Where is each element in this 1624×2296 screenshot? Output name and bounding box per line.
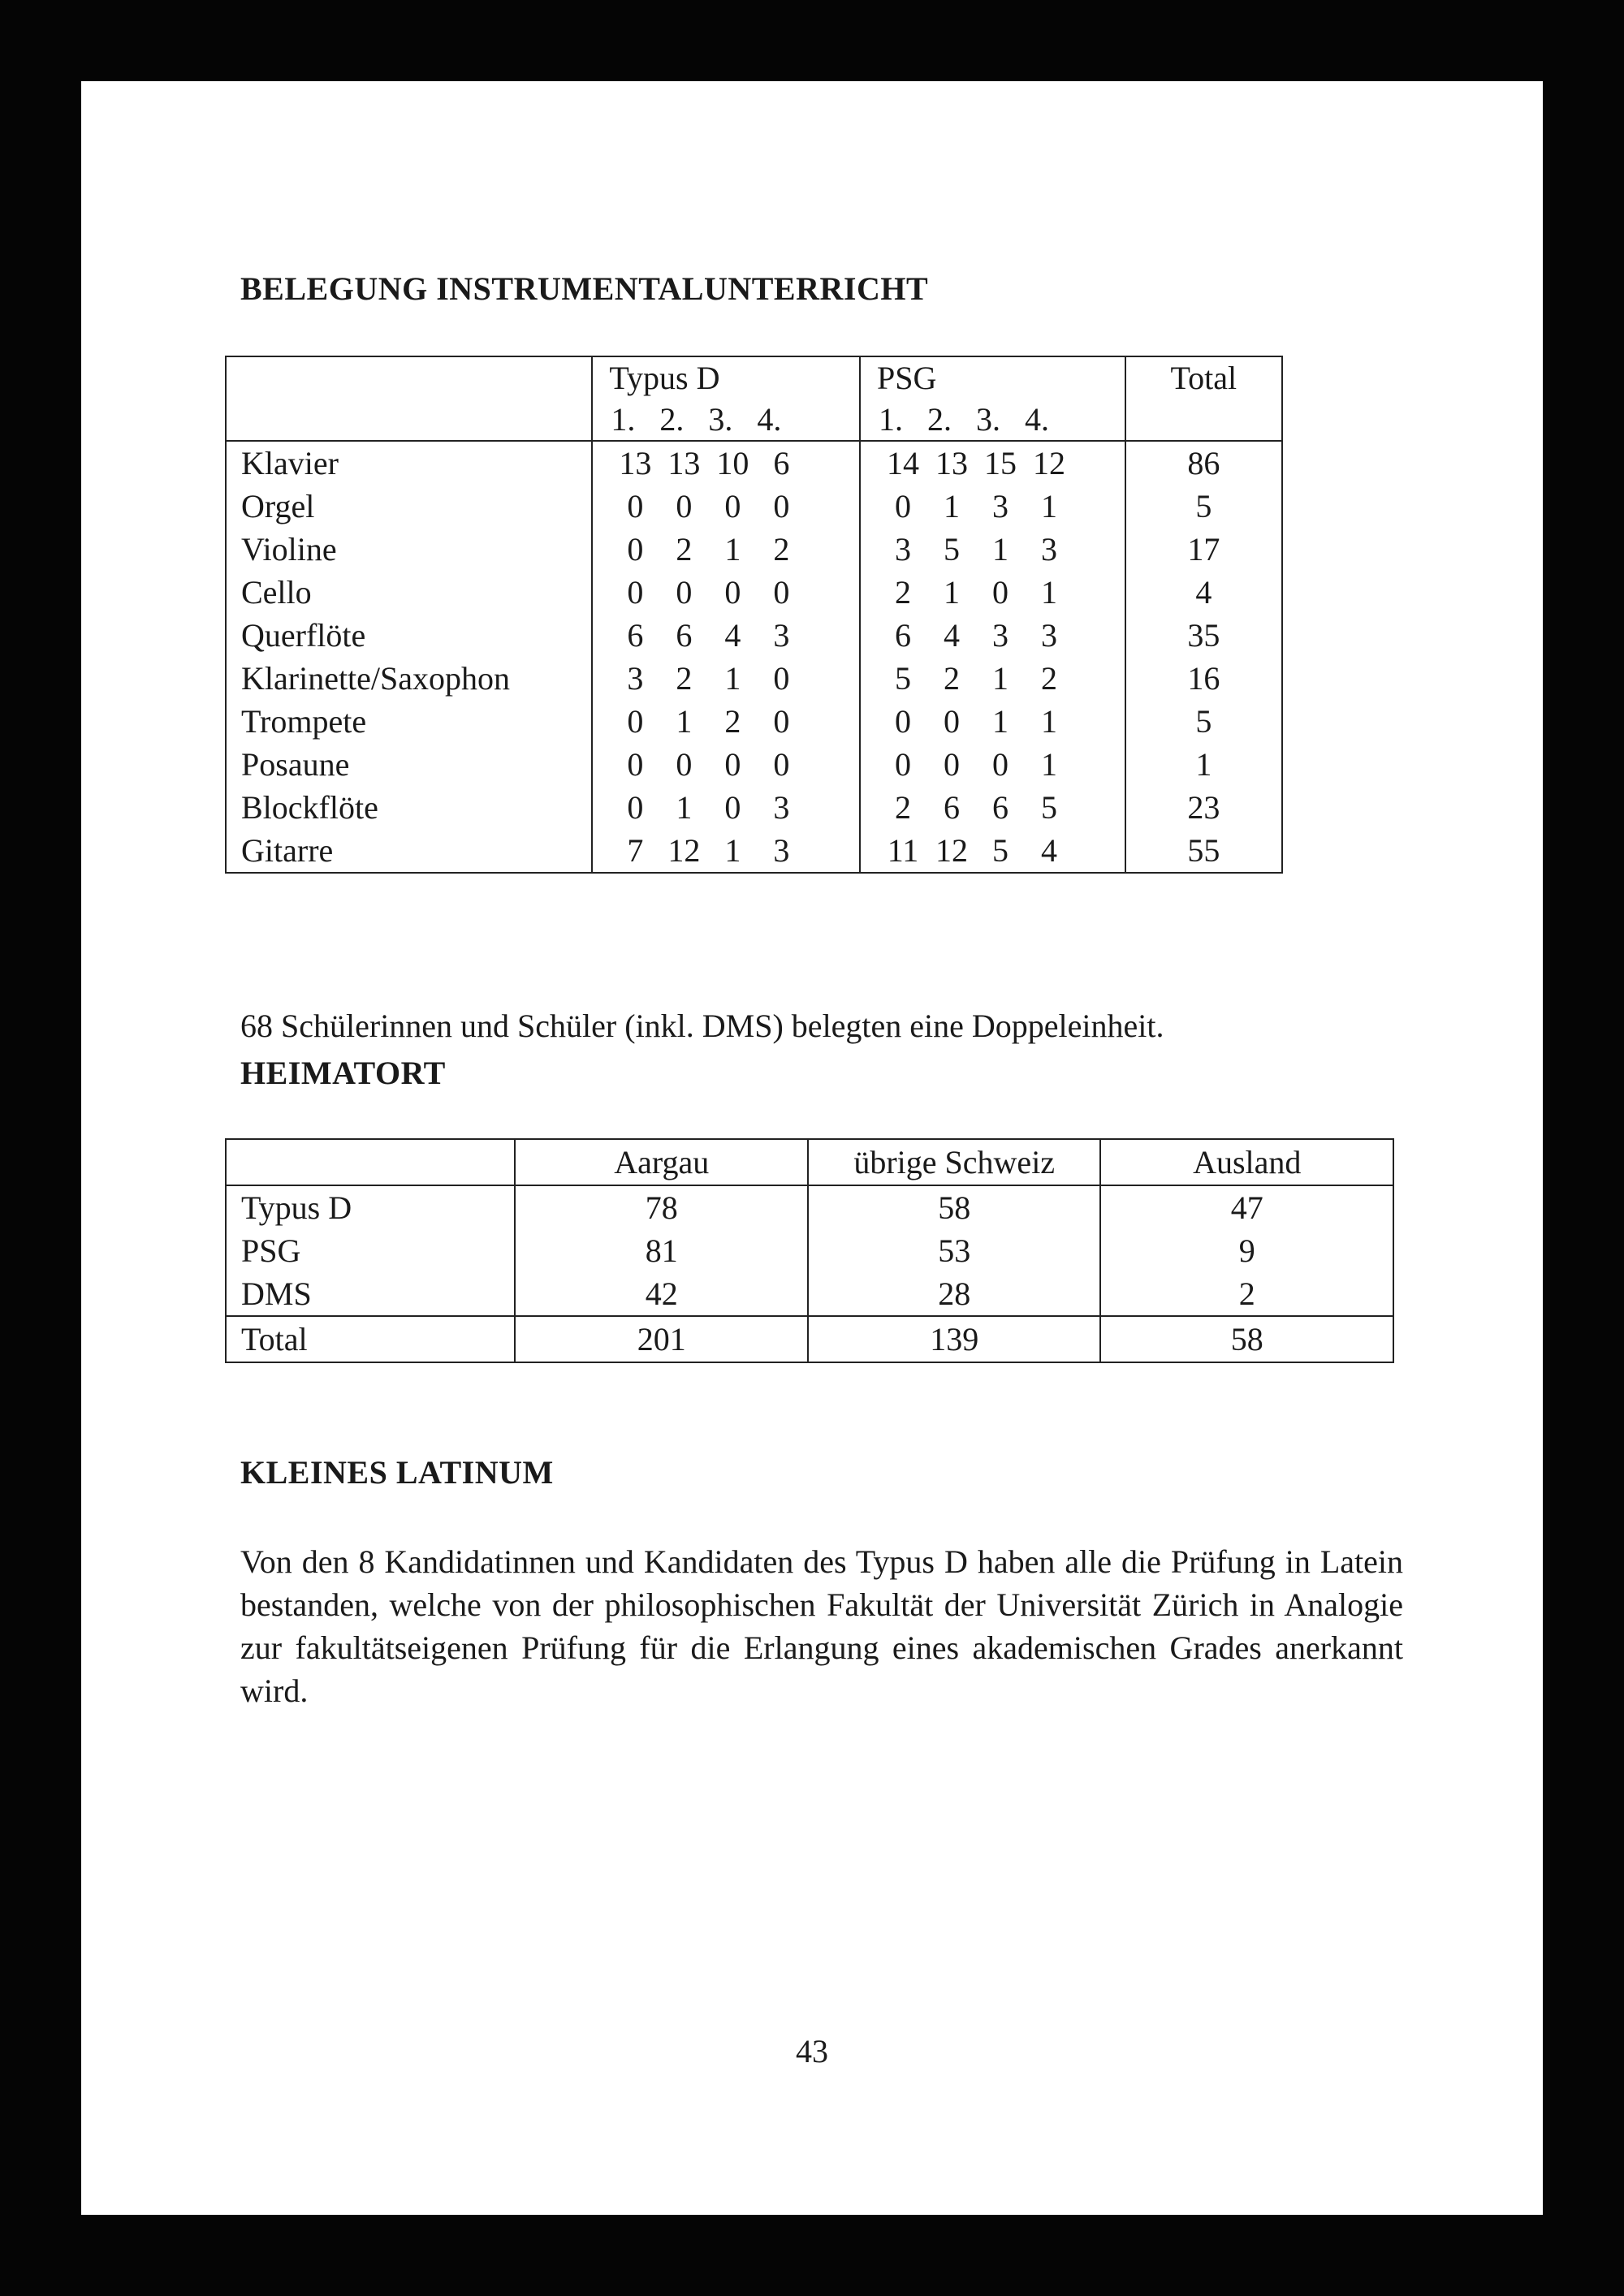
table-row: [226, 571, 1282, 614]
count-cell: 1: [944, 488, 961, 524]
instrument-name: Posaune: [241, 746, 350, 783]
count-cell: 0: [724, 488, 741, 524]
count-cell: 5: [895, 660, 912, 697]
instrument-table: [225, 356, 1283, 874]
count-cell: 0: [773, 488, 790, 524]
table-row: [226, 1272, 1393, 1316]
count-cell: 3: [992, 617, 1009, 654]
table-row: [226, 657, 1282, 700]
count-cell: 0: [724, 789, 741, 826]
count-cell: 2: [944, 660, 961, 697]
count-cell: 1: [1041, 703, 1058, 740]
count-cell: 0: [773, 660, 790, 697]
count-cell: 0: [676, 746, 693, 783]
count-cell: 1: [992, 660, 1009, 697]
count-cell: 6: [895, 617, 912, 654]
instrument-name: Klavier: [241, 445, 339, 481]
count-cell: 13: [935, 445, 969, 481]
count-cell: 0: [895, 488, 912, 524]
count-cell: 1: [676, 789, 693, 826]
value-cell: 2: [1100, 1272, 1393, 1316]
doppeleinheit-note: 68 Schülerinnen und Schüler (inkl. DMS) belegten eine Doppeleinheit.: [240, 1008, 1164, 1044]
instrument-name: Violine: [241, 531, 337, 568]
count-cell: 0: [676, 574, 693, 611]
value-cell: 81: [515, 1229, 807, 1272]
count-cell: 1: [724, 660, 741, 697]
count-cell: 12: [935, 832, 969, 869]
count-cell: 2: [724, 703, 741, 740]
value-cell: 9: [1100, 1229, 1393, 1272]
count-cell: 3: [1041, 617, 1058, 654]
count-cell: 15: [984, 445, 1017, 481]
row-label: Typus D: [241, 1189, 352, 1226]
total-cell: 17: [1187, 531, 1220, 568]
count-cell: 2: [676, 531, 693, 568]
count-cell: 4: [1041, 832, 1058, 869]
instrument-name: Orgel: [241, 488, 315, 524]
count-cell: 11: [887, 832, 919, 869]
col-ausland: Ausland: [1100, 1139, 1393, 1185]
instrument-name: Querflöte: [241, 617, 366, 654]
instrument-heading: BELEGUNG INSTRUMENTALUNTERRICHT: [240, 270, 929, 307]
header-empty-cell: [226, 356, 592, 399]
count-cell: 0: [992, 746, 1009, 783]
instrument-name: Blockflöte: [241, 789, 378, 826]
table-row: [226, 441, 1282, 485]
count-cell: 14: [887, 445, 920, 481]
count-cell: 3: [1041, 531, 1058, 568]
count-cell: 2: [676, 660, 693, 697]
count-cell: 5: [1041, 789, 1058, 826]
count-cell: 0: [627, 574, 644, 611]
value-cell: 53: [808, 1229, 1101, 1272]
heimatort-heading: HEIMATORT: [240, 1055, 446, 1091]
header-total: Total: [1170, 360, 1237, 396]
count-cell: 3: [773, 832, 790, 869]
row-label: DMS: [241, 1275, 312, 1312]
count-cell: 1: [944, 574, 961, 611]
count-cell: 1: [724, 531, 741, 568]
count-cell: 0: [724, 746, 741, 783]
count-cell: 6: [944, 789, 961, 826]
count-cell: 0: [944, 703, 961, 740]
table-row: [226, 829, 1282, 873]
count-cell: 13: [667, 445, 701, 481]
count-cell: 2: [1041, 660, 1058, 697]
count-cell: 3: [992, 488, 1009, 524]
count-cell: 0: [627, 703, 644, 740]
heimatort-table: [225, 1138, 1394, 1363]
count-cell: 7: [627, 832, 644, 869]
table-row: [226, 700, 1282, 743]
count-cell: 0: [676, 488, 693, 524]
count-cell: 6: [773, 445, 790, 481]
count-cell: 10: [716, 445, 749, 481]
total-cell: 86: [1187, 445, 1220, 481]
instrument-name: Gitarre: [241, 832, 334, 869]
count-cell: 3: [773, 789, 790, 826]
table-row: [226, 614, 1282, 657]
count-cell: 4: [944, 617, 961, 654]
table-row: [226, 1229, 1393, 1272]
count-cell: 6: [627, 617, 644, 654]
latinum-paragraph: Von den 8 Kandidatinnen und Kandidaten des Typus D haben alle die Prüfung in Latein bestanden, welche von der philosophischen Fakultät der Universität Zürich in Analogie zur fakultätseigenen Prüfung für die Erlangung eines akademischen Grades anerkannt wird.: [240, 1543, 1403, 1709]
count-cell: 1: [992, 531, 1009, 568]
header-psg: PSG: [860, 356, 1125, 399]
count-cell: 1: [992, 703, 1009, 740]
count-cell: 2: [895, 574, 912, 611]
count-cell: 1: [724, 832, 741, 869]
latinum-heading: KLEINES LATINUM: [240, 1454, 554, 1491]
count-cell: 5: [992, 832, 1009, 869]
count-cell: 0: [627, 746, 644, 783]
value-cell: 42: [515, 1272, 807, 1316]
count-cell: 0: [773, 703, 790, 740]
count-cell: 0: [773, 746, 790, 783]
table-row: [226, 786, 1282, 829]
total-cell: 23: [1187, 789, 1220, 826]
count-cell: 0: [944, 746, 961, 783]
count-cell: 1: [1041, 746, 1058, 783]
value-cell: 47: [1100, 1185, 1393, 1229]
count-cell: 13: [619, 445, 652, 481]
total-cell: 5: [1195, 488, 1212, 524]
total-cell: 55: [1187, 832, 1220, 869]
count-cell: 3: [895, 531, 912, 568]
header-psg-years: 1. 2. 3. 4.: [860, 399, 1125, 441]
count-cell: 0: [773, 574, 790, 611]
total-cell: 4: [1195, 574, 1212, 611]
count-cell: 6: [992, 789, 1009, 826]
header-typus-d: Typus D: [592, 356, 860, 399]
count-cell: 0: [895, 703, 912, 740]
count-cell: 0: [627, 789, 644, 826]
document-page: [81, 81, 1543, 2215]
count-cell: 0: [627, 531, 644, 568]
count-cell: 1: [1041, 488, 1058, 524]
heimatort-total-row: Total 201 139 58: [226, 1316, 1393, 1362]
count-cell: 2: [773, 531, 790, 568]
instrument-name: Trompete: [241, 703, 367, 740]
count-cell: 4: [724, 617, 741, 654]
count-cell: 1: [676, 703, 693, 740]
table-row: [226, 528, 1282, 571]
count-cell: 12: [1033, 445, 1066, 481]
total-cell: 5: [1195, 703, 1212, 740]
count-cell: 0: [895, 746, 912, 783]
table-row: [226, 485, 1282, 528]
count-cell: 12: [667, 832, 701, 869]
header-typus-d-years: 1. 2. 3. 4.: [592, 399, 860, 441]
table-row: [226, 743, 1282, 786]
total-cell: 16: [1187, 660, 1220, 697]
total-cell: 35: [1187, 617, 1220, 654]
count-cell: 0: [992, 574, 1009, 611]
table-row: [226, 1185, 1393, 1229]
count-cell: 0: [724, 574, 741, 611]
count-cell: 0: [627, 488, 644, 524]
total-cell: 1: [1195, 746, 1212, 783]
count-cell: 6: [676, 617, 693, 654]
value-cell: 78: [515, 1185, 807, 1229]
count-cell: 3: [627, 660, 644, 697]
instrument-name: Klarinette/Saxophon: [241, 660, 511, 697]
row-label: PSG: [241, 1232, 301, 1269]
col-aargau: Aargau: [515, 1139, 807, 1185]
count-cell: 5: [944, 531, 961, 568]
page-number: 43: [796, 2033, 828, 2069]
count-cell: 2: [895, 789, 912, 826]
value-cell: 28: [808, 1272, 1101, 1316]
count-cell: 1: [1041, 574, 1058, 611]
value-cell: 58: [808, 1185, 1101, 1229]
instrument-name: Cello: [241, 574, 312, 611]
col-uebrige-schweiz: übrige Schweiz: [808, 1139, 1101, 1185]
count-cell: 3: [773, 617, 790, 654]
